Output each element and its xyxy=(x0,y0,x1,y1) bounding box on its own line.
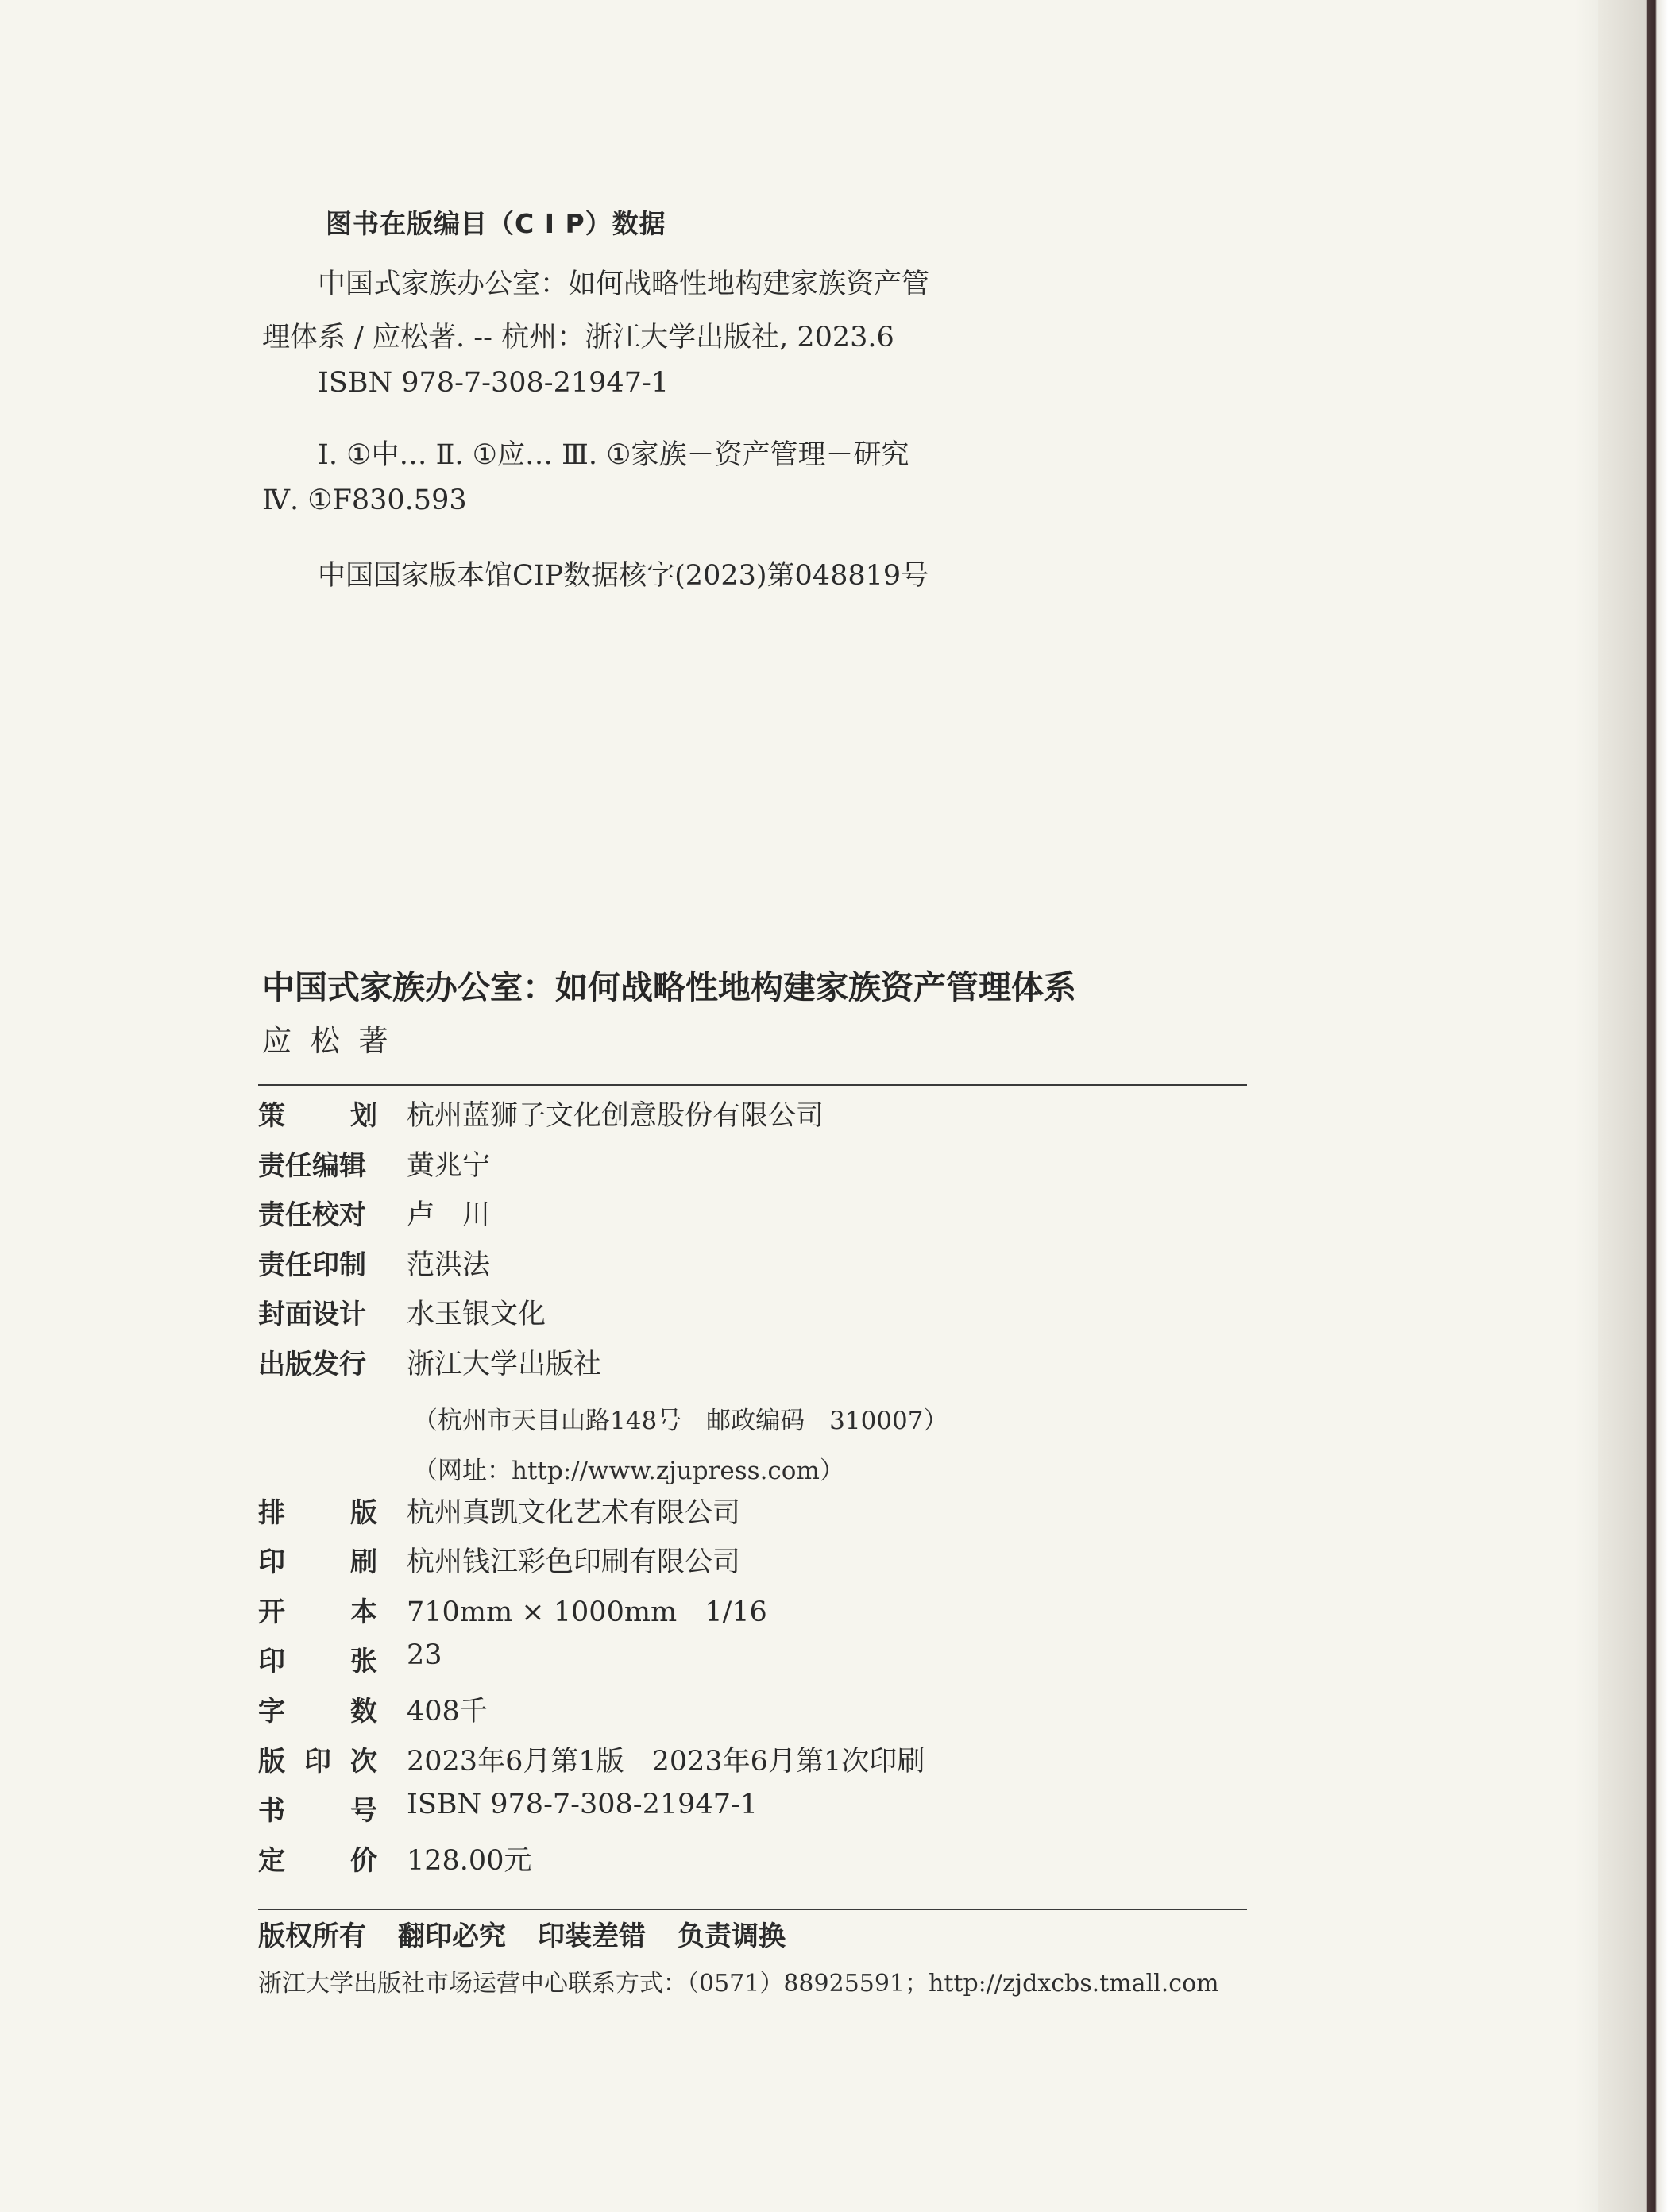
cip-line: 中国式家族办公室：如何战略性地构建家族资产管 xyxy=(318,268,930,300)
credit-label-part: 字 xyxy=(258,1696,285,1728)
credit-label-part: 封面设计 xyxy=(258,1299,366,1330)
book-author: 应 松 著 xyxy=(262,1024,393,1058)
credit-label xyxy=(258,1292,377,1331)
divider-bottom xyxy=(258,1909,1247,1910)
credit-label xyxy=(258,1639,377,1678)
credit-label xyxy=(258,1739,377,1778)
credit-value: 卢 川 xyxy=(407,1199,491,1231)
cip-isbn: ISBN 978-7-308-21947-1 xyxy=(318,367,670,399)
gutter-shadow xyxy=(1574,0,1598,2212)
credit-label xyxy=(258,1193,377,1232)
credit-value: 杭州钱江彩色印刷有限公司 xyxy=(407,1546,741,1578)
credit-value: ISBN 978-7-308-21947-1 xyxy=(407,1789,759,1820)
cip-subject-line: Ⅰ. ①中… Ⅱ. ①应… Ⅲ. ①家族－资产管理－研究 xyxy=(318,439,909,471)
credit-label-part: 号 xyxy=(350,1795,377,1827)
credit-label-part: 责任编辑 xyxy=(258,1150,366,1182)
credit-value: 408千 xyxy=(407,1696,488,1728)
credit-value: 黄兆宁 xyxy=(407,1150,491,1182)
book-page-edge xyxy=(1598,0,1668,2212)
credit-label xyxy=(258,1243,377,1282)
rights-item: 负责调换 xyxy=(678,1921,786,1952)
credit-label-part: 定 xyxy=(258,1845,285,1877)
credit-value: 2023年6月第1版 2023年6月第1次印刷 xyxy=(407,1746,925,1778)
credit-label-part: 出版发行 xyxy=(258,1349,366,1380)
credit-label xyxy=(258,1144,377,1183)
rights-item: 翻印必究 xyxy=(398,1921,506,1952)
credit-value: 128.00元 xyxy=(407,1845,532,1877)
credit-label-part: 开 xyxy=(258,1596,285,1628)
credit-label-part: 刷 xyxy=(350,1546,377,1578)
rights-item: 版权所有 xyxy=(258,1921,366,1952)
cip-heading: 图书在版编目（C I P）数据 xyxy=(326,208,666,239)
credit-label xyxy=(258,1540,377,1579)
credit-value: 710mm × 1000mm 1/16 xyxy=(407,1596,767,1628)
cip-classification: Ⅳ. ①F830.593 xyxy=(262,484,467,516)
credit-value: 水玉银文化 xyxy=(407,1299,546,1330)
credit-label-part: 印 xyxy=(258,1546,285,1578)
credit-label-part: 策 xyxy=(258,1100,285,1132)
cip-line: 理体系 / 应松著. -- 杭州：浙江大学出版社, 2023.6 xyxy=(262,322,894,353)
credit-label xyxy=(258,1590,377,1629)
credit-label xyxy=(258,1839,377,1878)
credit-label-part: 本 xyxy=(350,1596,377,1628)
credit-label-part: 价 xyxy=(350,1845,377,1877)
cip-record-number: 中国国家版本馆CIP数据核字(2023)第048819号 xyxy=(318,560,929,592)
credit-label xyxy=(258,1789,377,1828)
contact-info: 浙江大学出版社市场运营中心联系方式：（0571）88925591；http://zjdxcbs.tmall.com xyxy=(258,1970,1219,1998)
credit-label xyxy=(258,1342,377,1381)
credit-label-part: 数 xyxy=(350,1696,377,1728)
credit-label-part: 版 xyxy=(258,1746,285,1778)
credit-value: 杭州真凯文化艺术有限公司 xyxy=(407,1497,741,1529)
credit-label-part: 书 xyxy=(258,1795,285,1827)
credit-label-part: 划 xyxy=(350,1100,377,1132)
credit-label-part: 次 xyxy=(350,1746,377,1778)
credit-label xyxy=(258,1491,377,1530)
divider-top xyxy=(258,1084,1247,1086)
credit-value: 浙江大学出版社 xyxy=(407,1349,602,1380)
credit-label-part: 责任校对 xyxy=(258,1199,366,1231)
book-title: 中国式家族办公室：如何战略性地构建家族资产管理体系 xyxy=(262,968,1076,1006)
credit-label-part: 版 xyxy=(350,1497,377,1529)
publisher-address: （杭州市天目山路148号 邮政编码 310007） xyxy=(413,1407,948,1435)
credit-label-part: 责任印制 xyxy=(258,1249,366,1281)
credit-value: 范洪法 xyxy=(407,1249,491,1281)
rights-item: 印装差错 xyxy=(538,1921,646,1952)
credit-label-part: 排 xyxy=(258,1497,285,1529)
credit-label-part: 张 xyxy=(350,1646,377,1677)
credit-label-part: 印 xyxy=(304,1746,331,1778)
credit-value: 杭州蓝狮子文化创意股份有限公司 xyxy=(407,1100,824,1132)
publisher-website: （网址：http://www.zjupress.com） xyxy=(413,1457,844,1485)
credit-label xyxy=(258,1689,377,1728)
rights-notice xyxy=(258,1914,817,1953)
credit-label xyxy=(258,1094,377,1133)
credit-value: 23 xyxy=(407,1639,442,1671)
credit-label-part: 印 xyxy=(258,1646,285,1677)
